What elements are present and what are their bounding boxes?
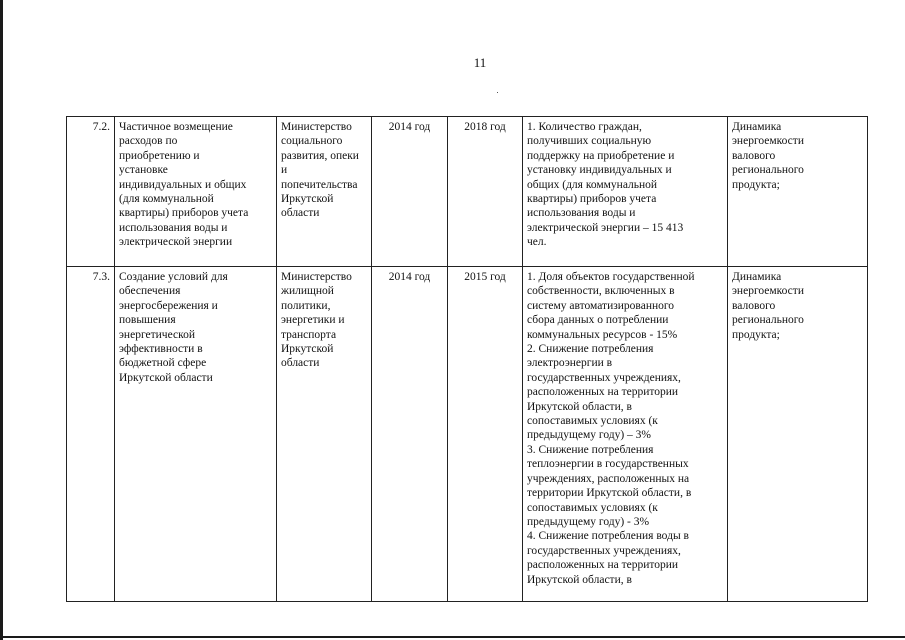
results-line: 1. Доля объектов государственной (527, 271, 695, 283)
activity-line: индивидуальных и общих (119, 178, 247, 191)
indicator-line: продукта; (732, 178, 780, 191)
results-line: коммунальных ресурсов - 15% (527, 328, 678, 341)
executor-line: области (281, 357, 320, 370)
indicator-line: валового (732, 149, 776, 162)
indicator-line: продукта; (732, 328, 780, 341)
activity-line: расходов по (119, 135, 178, 148)
executor-line: транспорта (281, 328, 337, 341)
program-table (66, 116, 868, 602)
results-line: 2. Снижение потребления (527, 343, 654, 356)
scan-edge-left (0, 0, 3, 640)
results-line: собственности, включенных в (527, 285, 675, 298)
activity-line: эффективности в (119, 343, 203, 356)
activity-line: энергетической (119, 328, 195, 341)
results-line: квартиры) приборов учета (527, 193, 657, 206)
executor-line: политики, (281, 299, 331, 312)
activity-line: энергосбережения и (119, 299, 218, 312)
results-line: 1. Количество граждан, (527, 121, 642, 133)
activity-line: обеспечения (119, 285, 181, 298)
end-year: 2018 год (448, 117, 523, 267)
activity-line: установке (119, 164, 168, 177)
results-line: предыдущему году) – 3% (527, 429, 652, 442)
results-line: Иркутской области, в (527, 573, 632, 586)
executor-line: Иркутской (281, 343, 334, 356)
executor-line: жилищной (281, 285, 334, 298)
table-row (67, 267, 868, 602)
executor-line: Иркутской (281, 193, 334, 206)
results-line: учреждениях, расположенных на (527, 472, 690, 485)
page-number: 11 (473, 55, 487, 70)
activity-line: электрической энергии (119, 236, 233, 249)
activity-line: бюджетной сфере (119, 357, 207, 370)
indicator-line: Динамика (732, 271, 782, 283)
start-year: 2014 год (372, 117, 448, 267)
results-line: предыдущему году) - 3% (527, 515, 650, 528)
results-line: поддержку на приобретение и (527, 149, 675, 162)
results-line: расположенных на территории (527, 559, 679, 572)
executor-line: и (281, 164, 288, 177)
executor-line: области (281, 207, 320, 220)
item-number: 7.3. (67, 267, 115, 602)
indicator-line: Динамика (732, 121, 782, 133)
activity-line: Частичное возмещение (119, 121, 233, 133)
activity-line: Создание условий для (119, 271, 228, 283)
results-line: установку индивидуальных и (527, 164, 672, 177)
results-line: получивших социальную (527, 135, 652, 148)
executor-line: Министерство (281, 121, 352, 133)
results-line: государственных учреждениях, (527, 544, 681, 557)
executor-line: попечительства (281, 178, 358, 191)
activity-cell (115, 267, 277, 602)
results-line: Иркутской области, в (527, 400, 632, 413)
activity-cell (115, 117, 277, 267)
scan-edge-bottom (0, 636, 905, 638)
end-year: 2015 год (448, 267, 523, 602)
indicator-line: регионального (732, 164, 804, 177)
results-line: электроэнергии в (527, 357, 613, 370)
indicator-line: валового (732, 299, 776, 312)
start-year: 2014 год (372, 267, 448, 602)
results-line: 3. Снижение потребления (527, 443, 654, 456)
executor-line: энергетики и (281, 314, 345, 327)
activity-line: Иркутской области (119, 371, 213, 384)
indicator-line: энергоемкости (732, 285, 804, 298)
results-line: сбора данных о потреблении (527, 314, 669, 327)
item-number: 7.2. (67, 117, 115, 267)
table-row (67, 117, 868, 267)
results-line: использования воды и (527, 207, 636, 220)
activity-line: приобретению и (119, 149, 200, 162)
activity-line: повышения (119, 314, 176, 327)
results-line: сопоставимых условиях (к (527, 501, 658, 514)
executor-line: Министерство (281, 271, 352, 283)
results-line: сопоставимых условиях (к (527, 415, 658, 428)
scan-speck (497, 92, 498, 93)
activity-line: квартиры) приборов учета (119, 207, 249, 220)
results-line: электрической энергии – 15 413 (527, 221, 684, 234)
indicator-line: регионального (732, 314, 804, 327)
results-line: 4. Снижение потребления воды в (527, 530, 689, 543)
results-line: чел. (527, 236, 547, 249)
executor-cell (277, 267, 372, 602)
activity-line: (для коммунальной (119, 193, 214, 206)
indicator-cell (728, 117, 868, 267)
executor-line: социального (281, 135, 343, 148)
indicator-line: энергоемкости (732, 135, 804, 148)
results-line: общих (для коммунальной (527, 178, 658, 191)
results-line: расположенных на территории (527, 386, 679, 399)
results-line: систему автоматизированного (527, 299, 675, 312)
indicator-cell (728, 267, 868, 602)
executor-line: развития, опеки (281, 149, 359, 162)
results-cell (523, 267, 728, 602)
activity-line: использования воды и (119, 221, 228, 234)
results-line: государственных учреждениях, (527, 371, 681, 384)
results-line: теплоэнергии в государственных (527, 458, 689, 471)
results-cell (523, 117, 728, 267)
executor-cell (277, 117, 372, 267)
results-line: территории Иркутской области, в (527, 487, 692, 500)
